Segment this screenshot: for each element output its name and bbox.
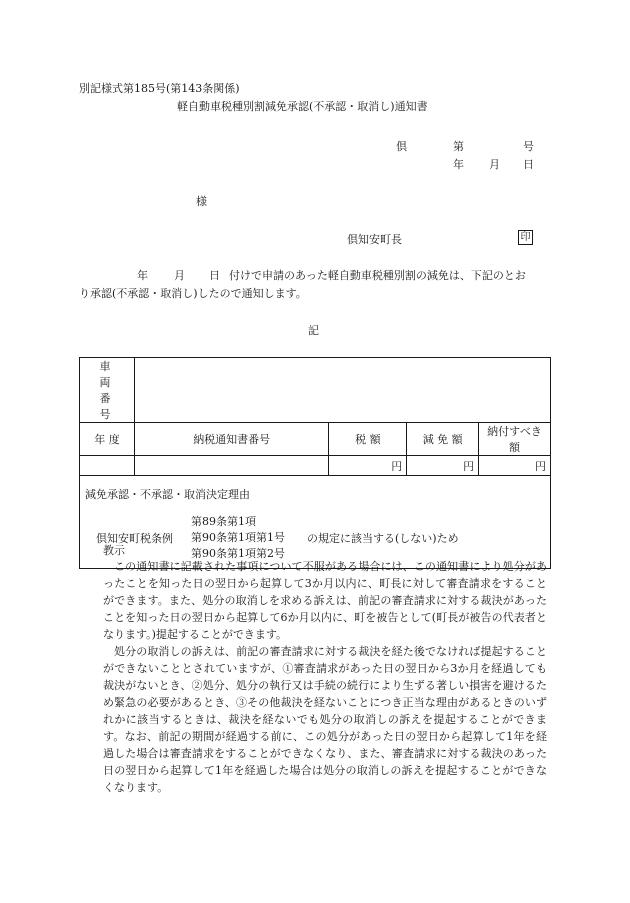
intro-day: 日 [209, 269, 220, 282]
ref-go: 号 [523, 140, 534, 153]
vehicle-number-label: 車両番号 [80, 358, 135, 423]
exemption-yen: 円 [407, 456, 479, 476]
instruction-title: 教示 [103, 544, 125, 557]
notice-number-value [134, 456, 329, 476]
year-value [80, 456, 135, 476]
reason-box [80, 476, 551, 569]
clause-list [191, 514, 285, 562]
instruction-paragraph-1: この通知書に記載された事項について不服がある場合には、この通知書により処分があったことを知った日の翌日から起算して3か月以内に、町長に対して審査請求をすることができます。また、処分の取消しを求める訴えは、前記の審査請求に対する裁決があったことを知った日の翌日から起算して6か月以内に、町を被告として(町長が被告の代表者となります。)提起することができます。 [103, 560, 547, 641]
instruction-body [103, 558, 547, 796]
header-row [80, 423, 551, 456]
col-header-tax-amount: 税 額 [329, 423, 407, 456]
seal-mark: 印 [518, 230, 533, 245]
ki-label: 記 [308, 324, 319, 337]
values-row [80, 456, 551, 476]
intro-year: 年 [137, 269, 148, 282]
clause-item: 第90条第1項第2号 [191, 547, 285, 560]
exemption-table [79, 357, 551, 569]
clause-item: 第90条第1項第1号 [191, 531, 285, 544]
form-number: 別記様式第185号(第143条関係) [79, 82, 240, 95]
applicability-text: の規定に該当する(しない)ため [307, 532, 459, 545]
col-header-notice-number: 納税通知書番号 [134, 423, 329, 456]
intro-month: 月 [174, 269, 185, 282]
addressee-sama: 様 [196, 195, 207, 208]
date-month: 月 [489, 158, 500, 171]
clause-item: 第89条第1項 [191, 515, 256, 528]
ref-dai: 第 [453, 140, 464, 153]
col-header-year: 年 度 [80, 423, 135, 456]
reason-detail [96, 514, 545, 562]
tax-yen: 円 [329, 456, 407, 476]
reason-row [80, 476, 551, 569]
vehicle-number-value [134, 358, 550, 423]
ordinance-name: 倶知安町税条例 [96, 532, 173, 545]
ref-prefix: 倶 [396, 140, 407, 153]
reason-title: 減免承認・不承認・取消決定理由 [85, 488, 250, 501]
issuer-name: 倶知安町長 [347, 233, 402, 246]
col-header-payable-amount: 納付すべき額 [479, 423, 551, 456]
intro-line2: り承認(不承認・取消し)したので通知します。 [79, 287, 307, 300]
date-year: 年 [453, 158, 464, 171]
vehicle-row [80, 358, 551, 423]
col-header-exemption-amount: 減 免 額 [407, 423, 479, 456]
document-title: 軽自動車税種別割減免承認(不承認・取消し)通知書 [177, 100, 428, 113]
intro-line1: 付けで申請のあった軽自動車税種別割の減免は、下記のとお [229, 269, 526, 282]
date-day: 日 [523, 158, 534, 171]
payable-yen: 円 [479, 456, 551, 476]
instruction-paragraph-2: 処分の取消しの訴えは、前記の審査請求に対する裁決を経た後でなければ提起することができないこととされていますが、①審査請求があった日の翌日から3か月を経過しても裁決がないとき、②処分、処分の執行又は手続の続行により生ずる著しい損害を避けるため緊急の必要があるとき、③その他裁決を経ないことにつき正当な理由があるときのいずれかに該当するときは、裁決を経ないでも処分の取消しの訴えを提起することができます。なお、前記の期間が経過する前に、この処分があった日の翌日から起算して1年を経過した場合は審査請求をすることができなくなり、また、審査請求に対する裁決のあった日の翌日から起算して1年を経過した場合は処分の取消しの訴えを提起することができなくなります。 [103, 645, 547, 794]
